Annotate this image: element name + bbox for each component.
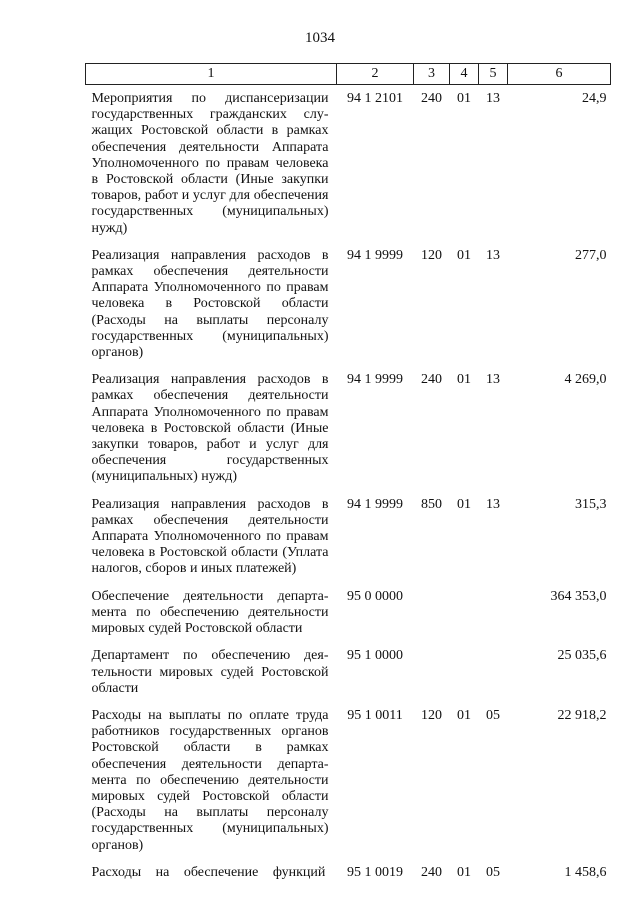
table-row	[86, 366, 611, 490]
row-target-code: 94 1 9999	[347, 247, 403, 263]
row-expense-type	[414, 642, 450, 702]
row-subsection: 13	[486, 247, 500, 263]
row-target-code: 94 1 2101	[347, 91, 403, 106]
row-amount: 315,3	[575, 496, 607, 512]
row-amount: 277,0	[575, 247, 607, 263]
row-target-code: 94 1 9999	[347, 496, 403, 512]
row-description: Расходы на обеспечение функций	[91, 864, 326, 880]
header-col-4: 4	[450, 64, 479, 85]
row-target-code: 95 0 0000	[347, 588, 403, 604]
header-col-2: 2	[337, 64, 414, 85]
row-description: Реализация направления расходов в рамках обеспечения деятельности Аппарата Уполномоченного по правам человека в Ростовской области (Уплата налогов, сборов и иных платежей)	[91, 496, 329, 577]
header-col-1: 1	[86, 64, 337, 85]
row-target-code: 95 1 0019	[347, 864, 403, 880]
row-section: 01	[457, 247, 471, 263]
row-amount: 4 269,0	[564, 372, 607, 388]
row-amount: 22 918,2	[557, 707, 607, 723]
row-description: Расходы на выплаты по оплате труда работников государственных органов Ростовской области в рамках обеспечения деятельности департамента по обеспечению деятельности мировых судей Ростовской области (Расходы на выплаты персоналу государственных (муниципальных) органов)	[91, 707, 329, 853]
row-subsection: 13	[486, 91, 500, 106]
row-section: 01	[457, 372, 471, 388]
row-target-code: 95 1 0000	[347, 648, 403, 664]
table-row	[86, 642, 611, 702]
budget-table	[85, 63, 611, 886]
table-row	[86, 242, 611, 366]
table-row	[86, 702, 611, 859]
row-amount: 24,9	[582, 91, 607, 106]
row-subsection: 05	[486, 707, 500, 723]
row-description: Обеспечение деятельности департамента по обеспечению деятельности мировых судей Ростовской области	[91, 588, 329, 637]
row-subsection: 13	[486, 496, 500, 512]
row-subsection	[479, 583, 508, 643]
row-expense-type: 120	[421, 247, 442, 263]
row-section: 01	[457, 864, 471, 880]
table-row	[86, 491, 611, 583]
row-section	[450, 583, 479, 643]
row-expense-type: 240	[421, 91, 442, 106]
row-subsection	[479, 642, 508, 702]
row-section: 01	[457, 707, 471, 723]
row-subsection: 13	[486, 372, 500, 388]
header-col-6: 6	[508, 64, 611, 85]
row-description: Мероприятия по диспансеризации государственных гражданских служащих Ростовской области в рамках обеспечения деятельности Аппарата Уполномоченного по правам человека в Ростовской области (Иные закупки товаров, работ и услуг для обеспечения государственных (муниципальных) нужд)	[91, 91, 329, 236]
row-expense-type: 240	[421, 372, 442, 388]
row-target-code: 94 1 9999	[347, 372, 403, 388]
row-amount: 25 035,6	[557, 648, 607, 664]
row-subsection: 05	[486, 864, 500, 880]
table-header-row	[86, 64, 611, 85]
row-expense-type: 120	[421, 707, 442, 723]
header-col-5: 5	[479, 64, 508, 85]
row-target-code: 95 1 0011	[347, 707, 403, 723]
table-row	[86, 583, 611, 643]
row-section	[450, 642, 479, 702]
table-row	[86, 85, 611, 242]
row-expense-type	[414, 583, 450, 643]
row-expense-type: 240	[421, 864, 442, 880]
header-col-3: 3	[414, 64, 450, 85]
row-description: Реализация направления расходов в рамках обеспечения деятельности Аппарата Уполномоченного по правам человека в Ростовской области (Расходы на выплаты персоналу государственных (муниципальных) органов)	[91, 247, 329, 361]
table-row	[86, 859, 611, 886]
row-description: Реализация направления расходов в рамках обеспечения деятельности Аппарата Уполномоченного по правам человека в Ростовской области (Иные закупки товаров, работ и услуг для обеспечения государственных (муниципальных) нужд)	[91, 372, 329, 485]
row-section: 01	[457, 496, 471, 512]
row-section: 01	[457, 91, 471, 106]
row-expense-type: 850	[421, 496, 442, 512]
row-amount: 364 353,0	[550, 588, 607, 604]
row-amount: 1 458,6	[564, 864, 607, 880]
page-number: 1034	[305, 30, 335, 46]
row-description: Департамент по обеспечению деятельности мировых судей Ростовской области	[91, 648, 329, 696]
